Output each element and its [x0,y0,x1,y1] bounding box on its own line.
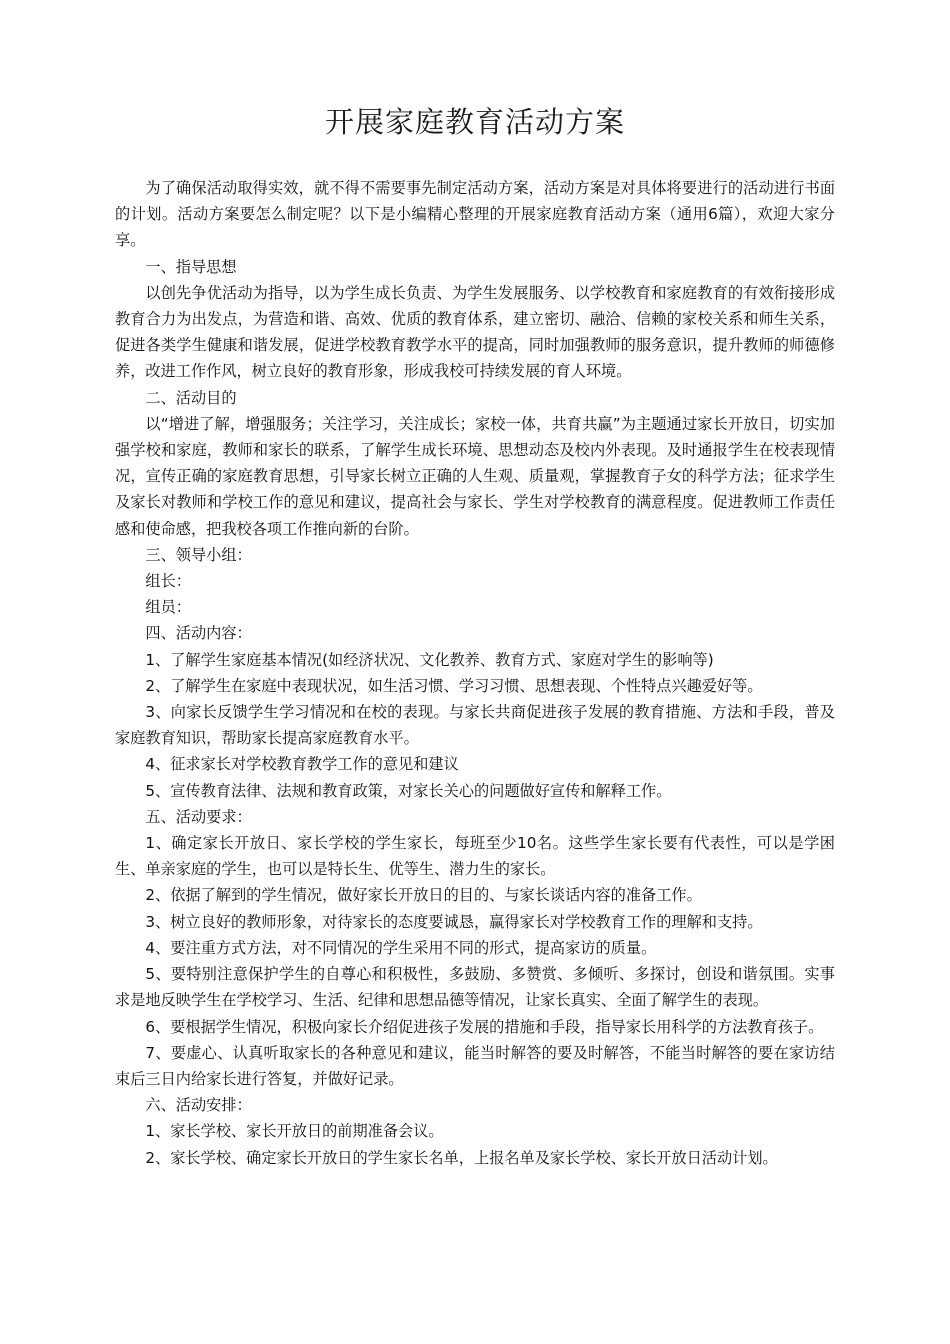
requirement-item: 1、确定家长开放日、家长学校的学生家长，每班至少10名。这些学生家长要有代表性，可以是学困生、单亲家庭的学生，也可以是特长生、优等生、潜力生的家长。 [115,834,835,879]
intro-paragraph: 为了确保活动取得实效，就不得不需要事先制定活动方案，活动方案是对具体将要进行的活动进行书面的计划。活动方案要怎么制定呢？以下是小编精心整理的开展家庭教育活动方案（通用6篇），欢迎大家分享。 [115,179,835,250]
section-heading-content: 四、活动内容： [145,624,252,643]
section-heading-guiding-idea: 一、指导思想 [145,257,237,276]
requirement-item: 3、树立良好的教师形象，对待家长的态度要诚恳，赢得家长对学校教育工作的理解和支持。 [145,912,763,931]
section-heading-purpose: 二、活动目的 [145,388,237,407]
requirement-item: 5、要特别注意保护学生的自尊心和积极性，多鼓励、多赞赏、多倾听、多探讨，创设和谐氛围。实事求是地反映学生在学校学习、生活、纪律和思想品德等情况，让家长真实、全面了解学生的表现。 [115,965,835,1010]
arrangement-item: 2、家长学校、确定家长开放日的学生家长名单，上报名单及家长学校、家长开放日活动计划。 [145,1148,778,1167]
arrangement-item: 1、家长学校、家长开放日的前期准备会议。 [145,1122,444,1141]
section-heading-arrangement: 六、活动安排： [145,1096,252,1115]
requirement-item: 4、要注重方式方法，对不同情况的学生采用不同的形式，提高家访的质量。 [145,938,657,957]
content-item: 3、向家长反馈学生学习情况和在校的表现。与家长共商促进孩子发展的教育措施、方法和手段，普及家庭教育知识，帮助家长提高家庭教育水平。 [115,703,835,748]
guiding-idea-paragraph: 以创先争优活动为指导，以为学生成长负责、为学生发展服务、以学校教育和家庭教育的有效衔接形成教育合力为出发点，为营造和谐、高效、优质的教育体系，建立密切、融洽、信赖的家校关系和师生关系，促进各类学生健康和谐发展，促进学校教育教学水平的提高，同时加强教师的服务意识，提升教师的师德修养，改进工作作风，树立良好的教育形象，形成我校可持续发展的育人环境。 [115,283,835,381]
content-item: 2、了解学生在家庭中表现状况，如生活习惯、学习习惯、思想表现、个性特点兴趣爱好等。 [145,676,763,695]
content-item: 5、宣传教育法律、法规和教育政策，对家长关心的问题做好宣传和解释工作。 [145,781,672,800]
members-line: 组员： [145,598,191,617]
content-item: 1、了解学生家庭基本情况(如经济状况、文化教养、教育方式、家庭对学生的影响等) [145,650,714,669]
purpose-paragraph: 以“增进了解，增强服务；关注学习，关注成长；家校一体，共育共赢”为主题通过家长开放日，切实加强学校和家庭，教师和家长的联系，了解学生成长环境、思想动态及校内外表现。及时通报学生在校表现情况，宣传正确的家庭教育思想，引导家长树立正确的人生观、质量观，掌握教育子女的科学方法；征求学生及家长对教师和学校工作的意见和建议，提高社会与家长、学生对学校教育的满意程度。促进教师工作责任感和使命感，把我校各项工作推向新的台阶。 [115,414,835,538]
document-body [115,175,835,1171]
requirement-item: 7、要虚心、认真听取家长的各种意见和建议，能当时解答的要及时解答，不能当时解答的要在家访结束后三日内给家长进行答复，并做好记录。 [115,1043,835,1088]
section-heading-leadership: 三、领导小组： [145,545,252,564]
requirement-item: 6、要根据学生情况，积极向家长介绍促进孩子发展的措施和手段，指导家长用科学的方法教育孩子。 [145,1017,824,1036]
content-item: 4、征求家长对学校教育教学工作的意见和建议 [145,755,459,774]
document-title: 开展家庭教育活动方案 [324,105,625,139]
leader-line: 组长： [145,572,191,591]
requirement-item: 2、依据了解到的学生情况，做好家长开放日的目的、与家长谈话内容的准备工作。 [145,886,702,905]
section-heading-requirements: 五、活动要求： [145,807,252,826]
